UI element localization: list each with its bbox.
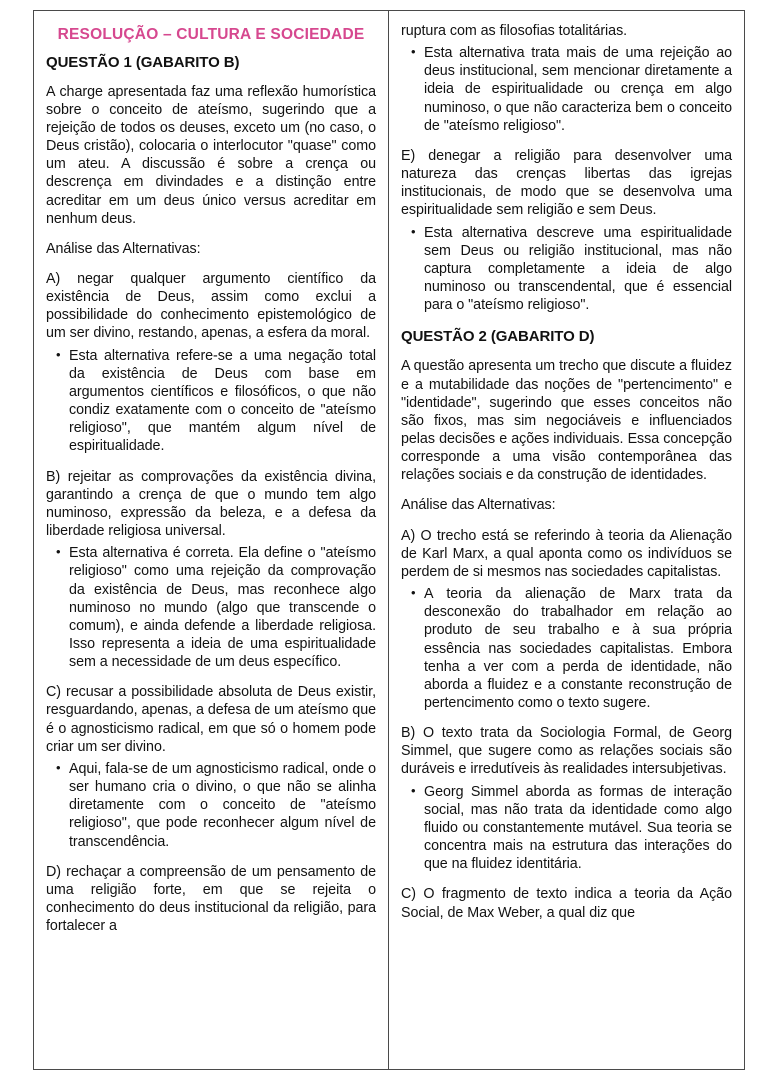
alternative-b-statement: B) rejeitar as comprovações da existência divina, garantindo a crença de que o mundo tem algo numinoso, expressão da beleza, e a defesa da liberdade religiosa universal.: [46, 468, 376, 540]
question-1-intro: A charge apresentada faz uma reflexão humorística sobre o conceito de ateísmo, sugerindo que a rejeição de todos os deuses, exceto um (no caso, o Deus cristão), colocaria o interlocutor "quase" como um ateu. A discussão é sobre a crença ou descrença em divindades e a distinção entre acreditar em um deus único versus acreditar em nenhum deus.: [46, 83, 376, 227]
alternative-d-comment-list: [401, 44, 732, 135]
alternative-e-statement: E) denegar a religião para desenvolver uma natureza das crenças libertas das igrejas institucionais, de modo que se desenvolva uma espiritualidade sem religião e sem Deus.: [401, 147, 732, 219]
alternative-e-comment-list: [401, 224, 732, 315]
alternative-c-comment: • Aqui, fala-se de um agnosticismo radical, onde o ser humano cria o divino, o que não se alinha diretamente com o conceito de "ateísmo religioso", que pode reconhecer algum nível de transcendência.: [69, 760, 376, 851]
document-header-title: RESOLUÇÃO – CULTURA E SOCIEDADE: [57, 26, 365, 43]
alternative-c-comment-list: [46, 760, 376, 851]
alternative-c-statement: C) recusar a possibilidade absoluta de Deus existir, resguardando, apenas, a defesa de um ateísmo que é o agnosticismo radical, em que só o homem pode criar um ser divino.: [46, 684, 376, 755]
alternative-a-comment-list: [46, 347, 376, 456]
q2-alternative-a-comment: • A teoria da alienação de Marx trata da desconexão do trabalhador em relação ao produto de seu trabalho e à sua própria essência nas sociedades capitalistas. Embora tenha a ver com a perda de identidade, não aborda a fluidez e a constante reconstrução de pertencimento como o texto sugere.: [424, 585, 732, 712]
right-column: [389, 11, 744, 1069]
q2-alternative-a-statement: A) O trecho está se referindo à teoria da Alienação de Karl Marx, a qual aponta como os indivíduos se perdem de si mesmos nas sociedades capitalistas.: [401, 527, 732, 580]
alternative-b-comment: • Esta alternativa é correta. Ela define o "ateísmo religioso" como uma rejeição da comprovação da existência de Deus, mas reconhece algo numinoso no mundo (algo que transcende o comum), e ainda defende a liberdade religiosa. Isso representa a ideia de uma espiritualidade sem a necessidade de um deus específico.: [69, 544, 376, 671]
alternative-a-statement: A) negar qualquer argumento científico da existência de Deus, assim como exclui a possibilidade do conhecimento epistemológico de um ser divino, restando, apenas, a esfera da moral.: [46, 271, 376, 342]
alternative-a-comment: • Esta alternativa refere-se a uma negação total da existência de Deus com base em argumentos científicos e filosóficos, o que não condiz exatamente com o conceito de "ateísmo religioso", que mantém algum nível de espiritualidade.: [69, 347, 376, 456]
q2-alternative-b-comment: • Georg Simmel aborda as formas de interação social, mas não trata da identidade como algo fluido ou constantemente mutável. Sua teoria se concentra mais na estrutura das interações do que na fluidez identitária.: [424, 783, 732, 874]
q2-alternative-b-comment-list: [401, 783, 732, 874]
page-sheet: [33, 10, 745, 1070]
question-1-title: QUESTÃO 1 (GABARITO B): [46, 53, 240, 71]
question-2-intro: A questão apresenta um trecho que discute a fluidez e a mutabilidade das noções de "pertencimento" e "identidade", sugerindo que esses conceitos não são fixos, mas sim negociáveis e influenciados pelas decisões e ações individuais. Essa concepção corresponde a uma visão contemporânea das relações sociais e da construção de identidades.: [401, 358, 732, 484]
alternative-e-comment: • Esta alternativa descreve uma espiritualidade sem Deus ou religião institucional, mas não captura completamente a ideia de algo numinoso ou transcendental, que é essencial para o "ateísmo religioso".: [424, 224, 732, 315]
alternative-d-continuation: ruptura com as filosofias totalitárias.: [401, 23, 628, 39]
question-2-analysis-label: Análise das Alternativas:: [401, 497, 556, 514]
question-2-title: QUESTÃO 2 (GABARITO D): [401, 328, 595, 346]
q2-alternative-c-statement: C) O fragmento de texto indica a teoria da Ação Social, de Max Weber, a qual diz que: [401, 886, 732, 921]
alternative-d-comment: • Esta alternativa trata mais de uma rejeição ao deus institucional, sem mencionar diretamente a ideia de espiritualidade ou crença em algo numinoso, o que não caracteriza bem o conceito de "ateísmo religioso".: [424, 44, 732, 135]
question-1-analysis-label: Análise das Alternativas:: [46, 240, 201, 257]
left-column: [34, 11, 389, 1069]
alternative-d-statement: D) rechaçar a compreensão de um pensamento de uma religião forte, em que se rejeita o conhecimento do deus institucional da religião, para fortalecer a: [46, 863, 376, 935]
q2-alternative-b-statement: B) O texto trata da Sociologia Formal, de Georg Simmel, que sugere como as relações sociais são duráveis e irredutíveis às realidades intersubjetivas.: [401, 725, 732, 778]
alternative-b-comment-list: [46, 544, 376, 671]
q2-alternative-a-comment-list: [401, 585, 732, 712]
